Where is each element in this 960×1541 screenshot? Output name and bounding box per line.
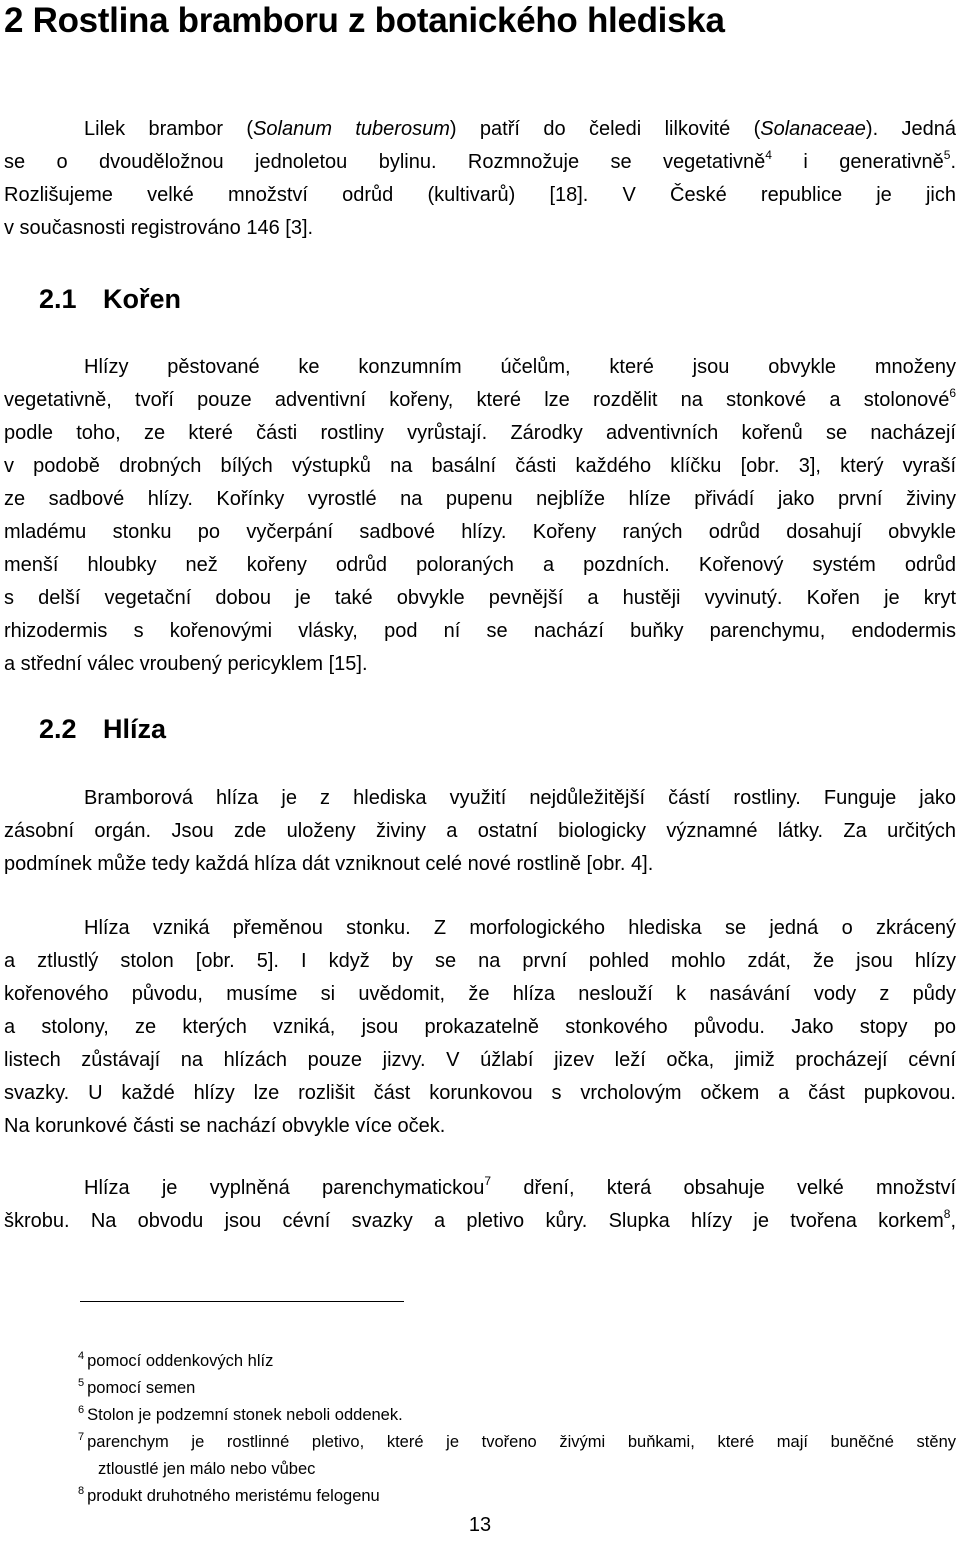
paragraph-line: mladému stonku po vyčerpání sadbové hlízy. Kořeny raných odrůd dosahují obvykle [4, 521, 956, 543]
paragraph-line: podle toho, ze které části rostliny vyrůstají. Zárodky adventivních kořenů se nacházejí [4, 422, 956, 444]
footnote-separator [80, 1301, 404, 1302]
section-heading-koren [4, 282, 181, 316]
paragraph-line: s delší vegetační dobou je také obvykle pevnější a hustěji vyvinutý. Kořen je kryt [4, 587, 956, 609]
footnote-ref: 8 [943, 1207, 951, 1221]
paragraph-line: Hlízy pěstované ke konzumním účelům, které jsou obvykle množeny [84, 356, 956, 378]
footnote-continuation: ztloustlé jen málo nebo vůbec [98, 1460, 316, 1478]
paragraph-line: rhizodermis s kořenovými vlásky, pod ní se nachází buňky parenchymu, endodermis [4, 620, 956, 642]
section-number: 2.1 [39, 284, 77, 314]
latin-name: Solanum tuberosum [253, 118, 450, 140]
paragraph-line: Hlíza vzniká přeměnou stonku. Z morfologického hlediska se jedná o zkrácený [84, 917, 956, 939]
intro-paragraph [4, 113, 956, 245]
paragraph-line: v podobě drobných bílých výstupků na basální části každého klíčku [obr. 3], který vyraší [4, 455, 956, 477]
koren-paragraph [4, 351, 956, 681]
paragraph-line: se o dvouděložnou jednoletou bylinu. Rozmnožuje se vegetativně$^4$ i generativně$^5$. [4, 148, 956, 173]
footnote: $^5$ pomocí semen [78, 1377, 196, 1397]
page-number: 13 [468, 1514, 492, 1536]
paragraph-line: Rozlišujeme velké množství odrůd (kultivarů) [18]. V České republice je jich [4, 184, 956, 206]
paragraph-line: Hlíza je vyplněná parenchymatickou$^7$ dření, která obsahuje velké množství [84, 1174, 956, 1199]
footnote: $^6$ Stolon je podzemní stonek neboli oddenek. [78, 1404, 403, 1424]
paragraph-line: škrobu. Na obvodu jsou cévní svazky a pletivo kůry. Slupka hlízy je tvořena korkem$^8$, [4, 1207, 956, 1232]
paragraph-line: kořenového původu, musíme si uvědomit, že hlíza neslouží k nasávání vody z půdy [4, 983, 956, 1005]
footnote: $^8$ produkt druhotného meristému felogenu [78, 1485, 380, 1505]
paragraph-line: v současnosti registrováno 146 [3]. [4, 217, 314, 239]
hliza-paragraph-2 [4, 912, 956, 1143]
paragraph-line: vegetativně, tvoří pouze adventivní kořeny, které lze rozdělit na stonkové a stolonové$^6$ [4, 386, 956, 411]
footnotes [78, 1348, 956, 1510]
paragraph-line: listech zůstávají na hlízách pouze jizvy. V úžlabí jizev leží očka, jimiž procházejí cévní [4, 1049, 956, 1071]
paragraph-line: Lilek brambor (Solanum tuberosum) patří do čeledi lilkovité (Solanaceae). Jedná [84, 118, 956, 140]
paragraph-line: a ztlustlý stolon [obr. 5]. I když by se na první pohled mohlo zdát, že jsou hlízy [4, 950, 956, 972]
footnote-ref: 7 [484, 1174, 492, 1188]
section-title: Hlíza [103, 714, 167, 744]
footnote-ref: 4 [765, 148, 772, 162]
paragraph-line: Bramborová hlíza je z hlediska využití nejdůležitější částí rostliny. Funguje jako [84, 787, 956, 809]
section-heading-hliza [4, 712, 166, 746]
paragraph-line: zásobní orgán. Jsou zde uloženy živiny a ostatní biologicky významné látky. Za určitých [4, 820, 956, 842]
paragraph-line: svazky. U každé hlízy lze rozlišit část korunkovou s vrcholovým očkem a část pupkovou. [4, 1082, 956, 1104]
chapter-heading: 2 Rostlina bramboru z botanického hlediska [4, 1, 725, 40]
footnote-ref: 6 [949, 386, 956, 400]
section-number: 2.2 [39, 714, 77, 744]
paragraph-line: a stolony, ze kterých vzniká, jsou prokazatelně stonkového původu. Jako stopy po [4, 1016, 956, 1038]
paragraph-line: a střední válec vroubený pericyklem [15]. [4, 653, 368, 675]
footnote: $^7$ parenchym je rostlinné pletivo, které je tvořeno živými buňkami, které mají buněčné stěny [78, 1431, 956, 1451]
hliza-paragraph-3 [4, 1172, 956, 1238]
paragraph-line: menší hloubky než kořeny odrůd poloraných a pozdních. Kořenový systém odrůd [4, 554, 956, 576]
paragraph-line: ze sadbové hlízy. Kořínky vyrostlé na pupenu nejblíže hlíze přivádí jako první živiny [4, 488, 956, 510]
footnote-ref: 5 [943, 148, 951, 162]
paragraph-line: Na korunkové části se nachází obvykle více oček. [4, 1115, 446, 1137]
latin-family: Solanaceae [760, 118, 866, 140]
section-title: Kořen [103, 284, 182, 314]
hliza-paragraph-1 [4, 782, 956, 881]
paragraph-line: podmínek může tedy každá hlíza dát vzniknout celé nové rostlině [obr. 4]. [4, 853, 654, 875]
footnote: $^4$ pomocí oddenkových hlíz [78, 1350, 274, 1370]
